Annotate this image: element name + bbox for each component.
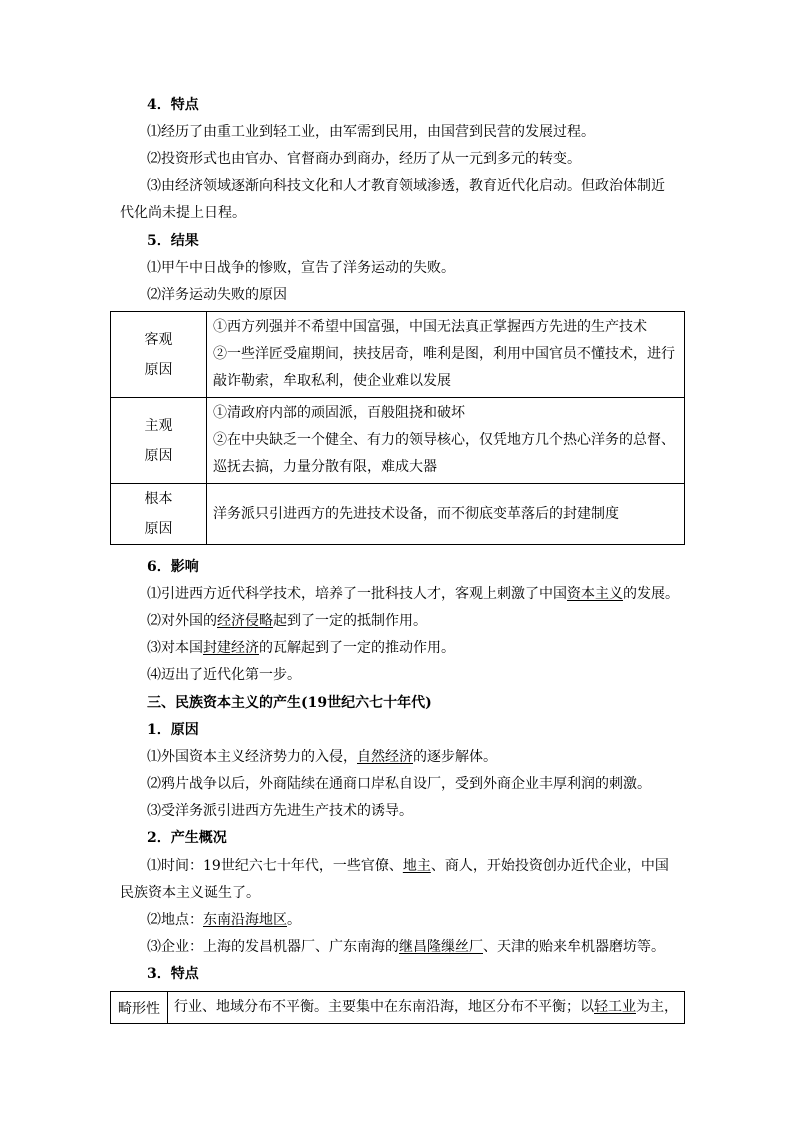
row-label: 客观 原因 [111, 312, 207, 398]
table-row [111, 312, 685, 398]
paragraph: ⑴外国资本主义经济势力的入侵，自然经济的逐步解体。 [147, 749, 497, 765]
paragraph: ⑴经历了由重工业到轻工业，由军需到民用，由国营到民营的发展过程。 [147, 124, 595, 140]
paragraph: ⑵洋务运动失败的原因 [147, 287, 287, 303]
row-label: 主观 原因 [111, 398, 207, 484]
row-content: ①清政府内部的顽固派，百般阻挠和破坏 ②在中央缺乏一个健全、有力的领导核心，仅凭地方几个热心洋务的总督、 巡抚去搞，力量分散有限，难成大器 [207, 398, 685, 484]
section-6-heading: 6．影响 [147, 559, 199, 575]
paragraph: ⑵地点：东南沿海地区。 [147, 912, 301, 928]
underlined-term: 封建经济 [203, 640, 259, 656]
paragraph: ⑶对本国封建经济的瓦解起到了一定的推动作用。 [147, 640, 455, 656]
paragraph: ⑶企业：上海的发昌机器厂、广东南海的继昌隆缫丝厂、天津的贻来牟机器磨坊等。 [147, 939, 665, 955]
paragraph: ⑷迈出了近代化第一步。 [147, 667, 301, 683]
row-content: 洋务派只引进西方的先进技术设备，而不彻底变革落后的封建制度 [207, 484, 685, 545]
paragraph: ⑴甲午中日战争的惨败，宣告了洋务运动的失败。 [147, 260, 455, 276]
row-label: 畸形性 [111, 992, 168, 1024]
section-4-heading: 4．特点 [147, 97, 199, 113]
underlined-term: 东南沿海地区 [203, 912, 287, 928]
paragraph: ⑵鸦片战争以后，外商陆续在通商口岸私自设厂，受到外商企业丰厚利润的刺激。 [147, 776, 651, 792]
row-content: ①西方列强并不希望中国富强，中国无法真正掌握西方先进的生产技术 ②一些洋匠受雇期间，挟技居奇，唯利是图，利用中国官员不懂技术，进行 敲诈勒索，牟取私利，使企业难以发展 [207, 312, 685, 398]
paragraph: ⑴时间：19世纪六七十年代，一些官僚、地主、商人，开始投资创办近代企业，中国 [147, 858, 669, 874]
paragraph: ⑶由经济领域逐渐向科技文化和人才教育领域渗透，教育近代化启动。但政治体制近 [147, 178, 665, 194]
table-row [111, 398, 685, 484]
failure-reasons-table [110, 311, 685, 545]
paragraph: ⑶受洋务派引进西方先进生产技术的诱导。 [147, 803, 413, 819]
row-content: 行业、地域分布不平衡。主要集中在东南沿海，地区分布不平衡；以轻工业为主， [168, 992, 685, 1024]
paragraph: ⑴引进西方近代科学技术，培养了一批科技人才，客观上刺激了中国资本主义的发展。 [147, 586, 679, 602]
row-label: 根本 原因 [111, 484, 207, 545]
paragraph: ⑵对外国的经济侵略起到了一定的抵制作用。 [147, 613, 427, 629]
subheading: 3．特点 [147, 966, 199, 982]
underlined-term: 自然经济 [357, 749, 413, 765]
paragraph: 代化尚未提上日程。 [120, 205, 246, 221]
features-table [110, 991, 685, 1024]
table-row [111, 992, 685, 1024]
paragraph: 民族资本主义诞生了。 [120, 885, 260, 901]
underlined-term: 继昌隆缫丝厂 [399, 939, 483, 955]
section-5-heading: 5．结果 [147, 233, 199, 249]
section-3-heading: 三、民族资本主义的产生(19世纪六七十年代) [147, 695, 432, 711]
underlined-term: 经济侵略 [217, 613, 273, 629]
subheading: 2．产生概况 [147, 830, 227, 846]
underlined-term: 资本主义 [567, 586, 623, 602]
subheading: 1．原因 [147, 722, 199, 738]
underlined-term: 地主 [402, 858, 431, 874]
table-row [111, 484, 685, 545]
paragraph: ⑵投资形式也由官办、官督商办到商办，经历了从一元到多元的转变。 [147, 151, 581, 167]
underlined-term: 轻工业 [594, 999, 636, 1015]
